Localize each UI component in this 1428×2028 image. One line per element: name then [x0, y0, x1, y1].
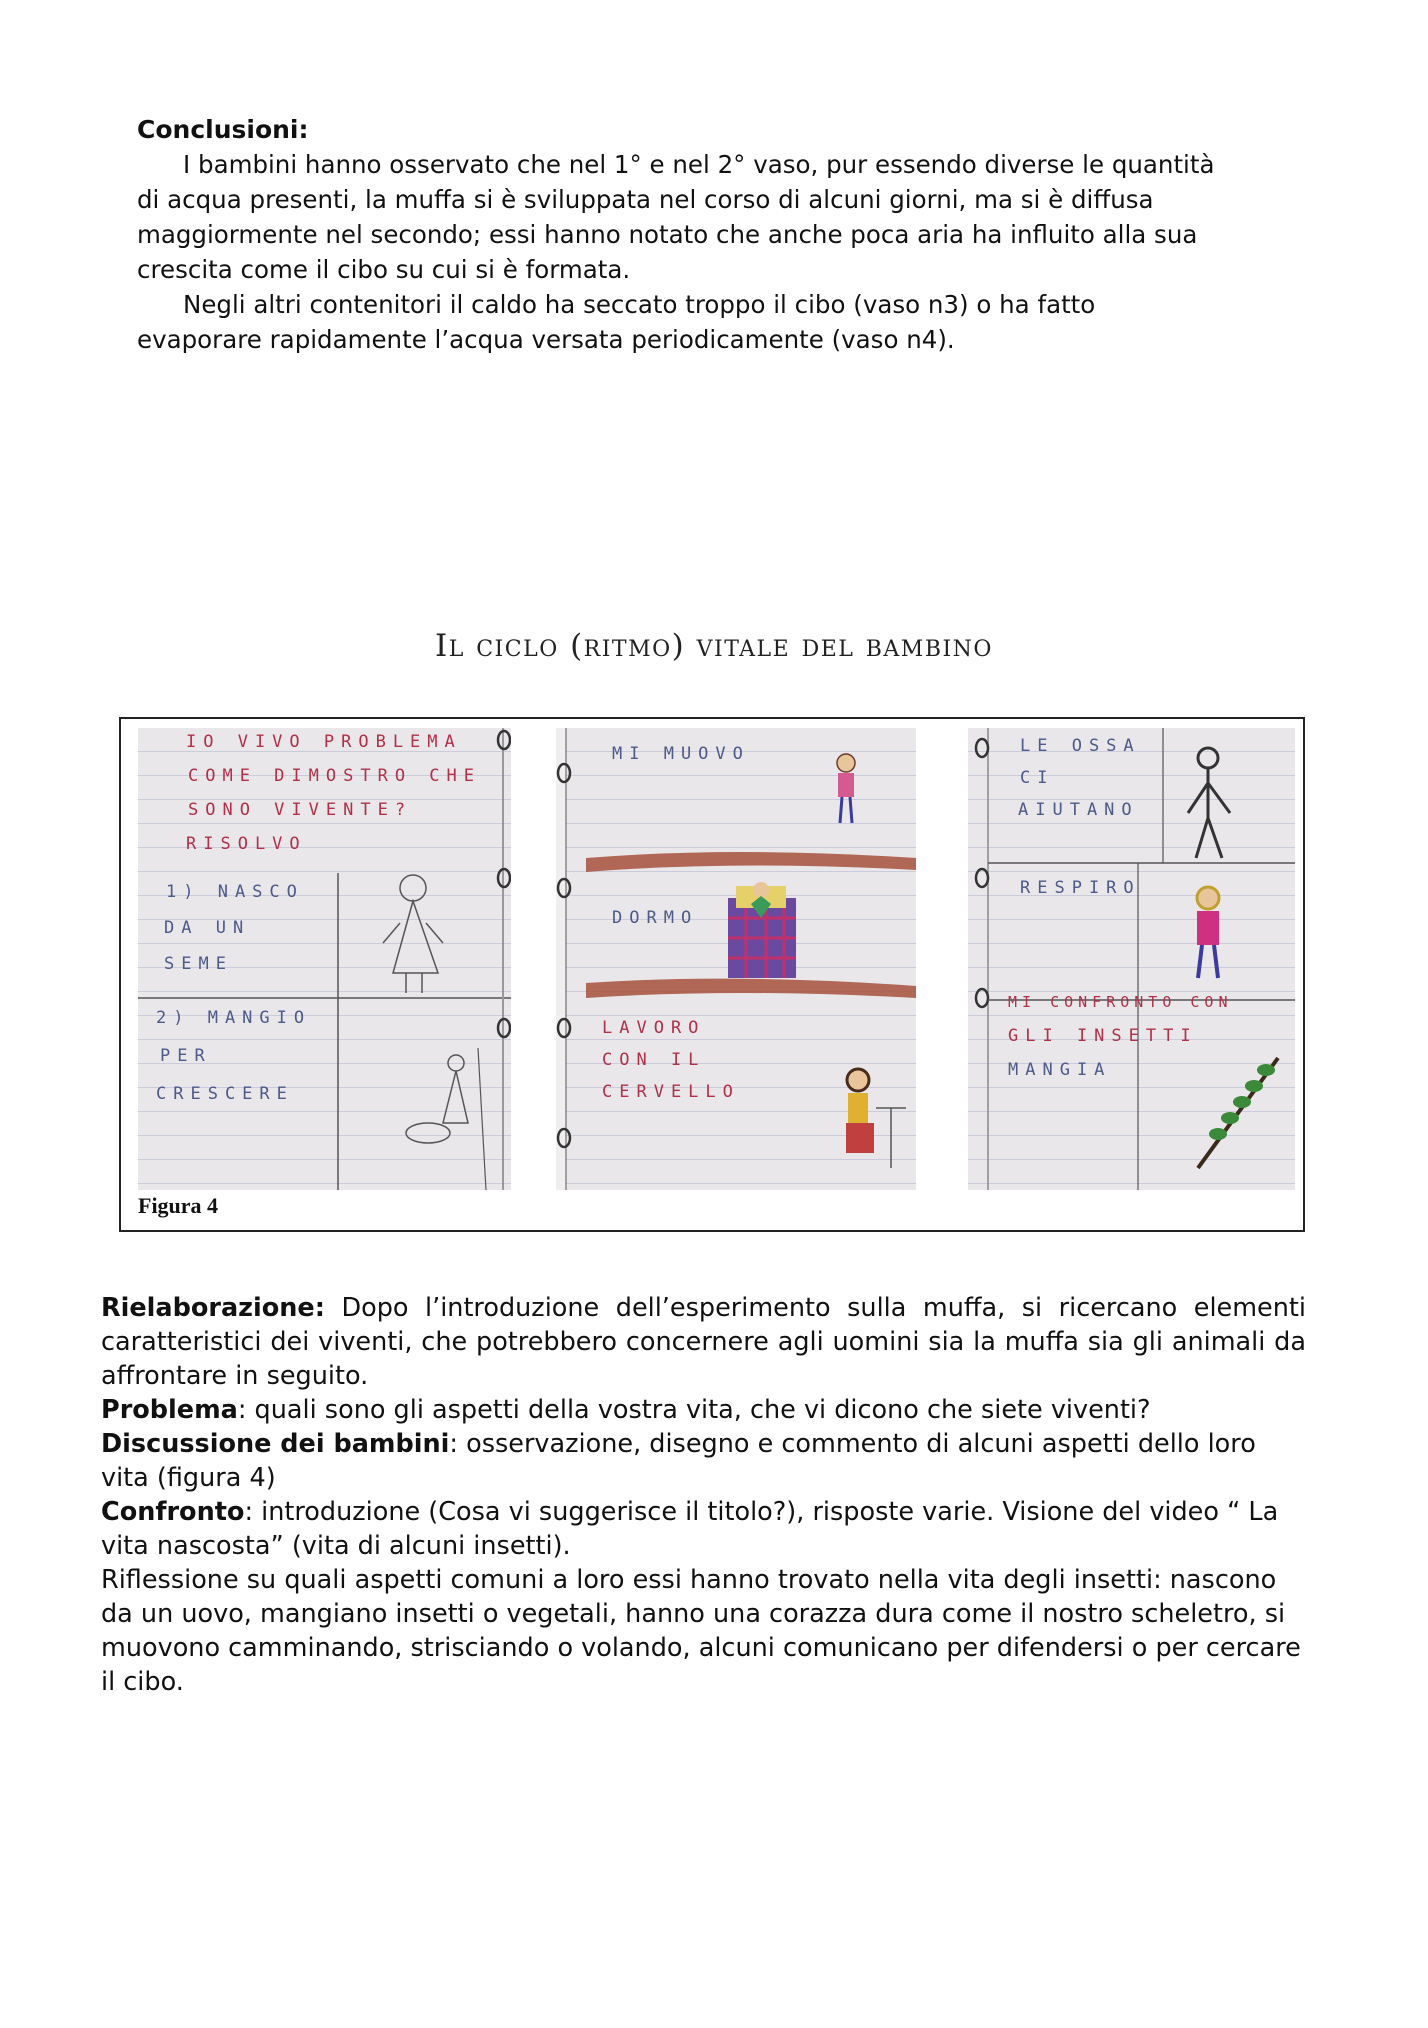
- figure-4: [119, 717, 1305, 1232]
- panel1-text-2: COME DIMOSTRO CHE: [188, 766, 481, 786]
- confronto-paragraph: [101, 1495, 1306, 1563]
- notebook-drawing-2: [556, 728, 916, 1190]
- panel3-text-2: CI: [1020, 768, 1055, 788]
- panel1-text-9: PER: [160, 1046, 212, 1066]
- conclusioni-heading: Conclusioni:: [137, 115, 309, 144]
- discussione-text: : osservazione, disegno e commento di alcuni aspetti dello loro vita (figura 4): [101, 1429, 1256, 1493]
- notebook-drawing-3: [968, 728, 1295, 1190]
- problema-text: : quali sono gli aspetti della vostra vita, che vi dicono che siete viventi?: [237, 1395, 1151, 1425]
- notebook-photo-2: [556, 728, 916, 1190]
- panel3-text-4: RESPIRO: [1020, 878, 1141, 898]
- panel1-text-4: RISOLVO: [186, 834, 307, 854]
- discussione-label: Discussione dei bambini: [101, 1429, 450, 1459]
- notebook-photo-1: [138, 728, 511, 1190]
- panel3-text-6: GLI INSETTI: [1008, 1026, 1198, 1046]
- rielaborazione-paragraph: [101, 1291, 1306, 1393]
- section-title: Il ciclo (ritmo) vitale del bambino: [435, 628, 993, 664]
- panel1-text-7: SEME: [164, 954, 233, 974]
- problema-label: Problema: [101, 1395, 238, 1425]
- conclusioni-line-2: di acqua presenti, la muffa si è sviluppata nel corso di alcuni giorni, ma si è diffusa: [137, 185, 1154, 214]
- panel2-text-1: MI MUOVO: [612, 744, 750, 764]
- rielaborazione-label: Rielaborazione:: [101, 1293, 325, 1323]
- panel1-text-6: DA UN: [164, 918, 251, 938]
- panel3-text-7: MANGIA: [1008, 1060, 1112, 1080]
- rielaborazione-text: Dopo l’introduzione dell’esperimento sulla muffa, si ricercano elementi caratteristici dei viventi, che potrebbero concernere agli uomini sia la muffa sia gli animali da affrontare in seguito.: [101, 1293, 1306, 1391]
- conclusioni-line-3: maggiormente nel secondo; essi hanno notato che anche poca aria ha influito alla sua: [137, 220, 1198, 249]
- figure-caption: Figura 4: [138, 1193, 219, 1218]
- conclusioni-section: [137, 112, 1287, 357]
- panel3-text-3: AIUTANO: [1018, 800, 1139, 820]
- rielaborazione-section: [101, 1291, 1306, 1699]
- conclusioni-line-6: evaporare rapidamente l’acqua versata periodicamente (vaso n4).: [137, 325, 955, 354]
- problema-paragraph: [101, 1393, 1306, 1427]
- panel2-text-4: CON IL: [602, 1050, 706, 1070]
- panel2-text-3: LAVORO: [602, 1018, 706, 1038]
- riflessione-paragraph: Riflessione su quali aspetti comuni a loro essi hanno trovato nella vita degli insetti: nascono da un uovo, mangiano insetti o vegetali, hanno una corazza dura come il nostro scheletro, si muovono camminando, strisciando o volando, alcuni comunicano per difendersi o per cercare il cibo.: [101, 1565, 1301, 1697]
- panel1-text-3: SONO VIVENTE?: [188, 800, 413, 820]
- discussione-paragraph: [101, 1427, 1306, 1495]
- confronto-label: Confronto: [101, 1497, 245, 1527]
- panel1-text-10: CRESCERE: [156, 1084, 294, 1104]
- confronto-text: : introduzione (Cosa vi suggerisce il titolo?), risposte varie. Visione del video “ La vita nascosta” (vita di alcuni insetti).: [101, 1497, 1279, 1561]
- conclusioni-line-1: I bambini hanno osservato che nel 1° e nel 2° vaso, pur essendo diverse le quantità: [183, 150, 1215, 179]
- notebook-photo-3: [968, 728, 1295, 1190]
- conclusioni-line-4: crescita come il cibo su cui si è formata.: [137, 255, 631, 284]
- panel1-text-1: IO VIVO PROBLEMA: [186, 732, 462, 752]
- panel1-text-5: 1) NASCO: [166, 882, 304, 902]
- panel2-text-5: CERVELLO: [602, 1082, 740, 1102]
- panel3-text-1: LE OSSA: [1020, 736, 1141, 756]
- panel2-text-2: DORMO: [612, 908, 699, 928]
- conclusioni-line-5: Negli altri contenitori il caldo ha seccato troppo il cibo (vaso n3) o ha fatto: [183, 290, 1096, 319]
- panel1-text-8: 2) MANGIO: [156, 1008, 312, 1028]
- panel3-text-5: MI CONFRONTO CON: [1008, 993, 1233, 1011]
